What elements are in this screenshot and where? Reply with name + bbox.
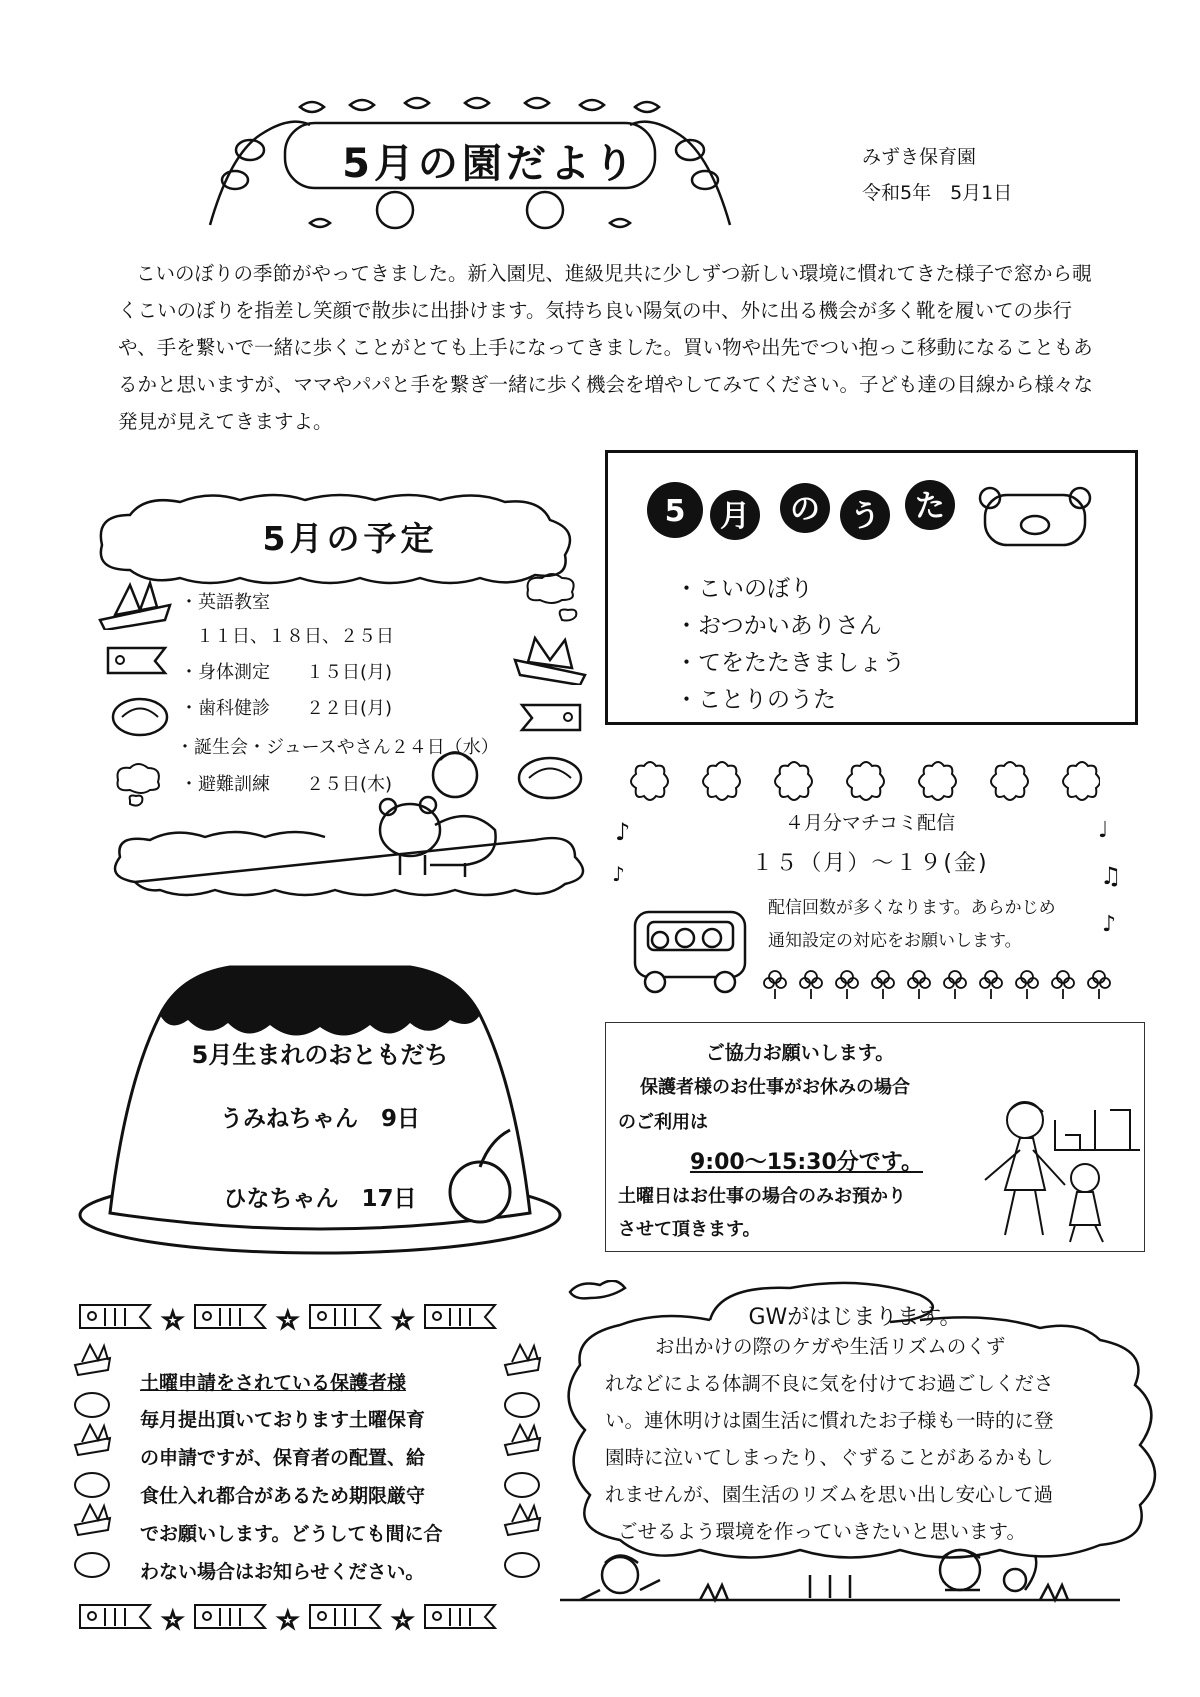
cooperation-line: 保護者様のお仕事がお休みの場合 [640,1077,910,1098]
song-item: ・てをたたきましょう [675,650,905,676]
gw-line: い。連休明けは園生活に慣れたお子様も一時的に登 [605,1409,1054,1432]
song-item: ・ことりのうた [675,687,836,713]
svg-text:☆: ☆ [162,1606,184,1634]
issue-date: 令和5年 5月1日 [862,182,1013,204]
saturday-notice-line: でお願いします。どうしても間に合 [140,1523,443,1545]
songs-title-char-月: 月 [720,499,750,534]
machikomi-note-line: 配信回数が多くなります。あらかじめ [768,898,1056,918]
saturday-notice-line: 食仕入れ都合があるため期限厳守 [140,1485,426,1507]
small-flower-row-decoration [760,965,1120,1000]
saturday-notice-line: 毎月提出頂いております土曜保育 [140,1409,426,1431]
saturday-notice-line: の申請ですが、保育者の配置、給 [140,1447,426,1469]
svg-text:☆: ☆ [277,1606,299,1634]
small-cloud-icon [110,758,165,813]
nursery-name: みずき保育園 [862,146,977,168]
kabuto-helmet-icon [510,630,590,685]
bus-illustration [630,902,750,997]
svg-text:☆: ☆ [392,1306,414,1334]
schedule-item: １１日、１８日、２５日 [196,626,394,647]
kabuto-helmet-icon [95,575,175,630]
machikomi-label: ４月分マチコミ配信 [784,812,956,834]
cooperation-line: 土曜日はお仕事の場合のみお預かり [618,1186,906,1207]
machikomi-note-line: 通知設定の対応をお願いします。 [768,931,1022,951]
songs-title-char-た: た [915,489,945,524]
svg-text:☆: ☆ [392,1606,414,1634]
gw-title: GWがはじまります。 [748,1305,962,1330]
birthday-child: ひなちゃん 17日 [223,1186,417,1212]
gw-line: お出かけの際のケガや生活リズムのくず [655,1335,1006,1358]
flower-row-decoration [620,758,1100,806]
cooperation-title: ご協力お願いします。 [705,1042,895,1064]
schedule-item: ・英語教室 [180,592,270,613]
small-cloud-icon [520,570,590,625]
songs-title-char-の: の [790,492,820,527]
music-note-icon: ♩ [1098,818,1109,843]
music-note-icon: ♪ [1102,912,1117,937]
birthday-child: うみねちゃん 9日 [219,1106,420,1132]
schedule-item: ・身体測定 １５日(月) [180,662,393,683]
machikomi-dates: １５（月）～１９(金) [751,851,989,876]
gw-line: ごせるよう環境を作っていきたいと思います。 [618,1520,1026,1543]
kashiwamochi-icon [110,695,170,740]
songs-title-art [635,470,1105,550]
schedule-item: ・避難訓練 ２５日(木) [180,774,393,795]
newsletter-title: 5月の園だより [342,141,638,187]
kashiwamochi-icon [515,753,585,803]
gw-line: れなどによる体調不良に気を付けてお過ごしくださ [605,1372,1054,1395]
saturday-notice-title: 土曜申請をされている保護者様 [140,1372,407,1394]
song-item: ・こいのぼり [675,576,813,602]
music-note-icon: ♪ [612,862,625,886]
koinobori-icon [105,643,175,678]
schedule-bottom-cloud [105,822,595,902]
schedule-item: ・誕生会・ジュースやさん２４日（水） [176,737,499,758]
music-note-icon: ♪ [615,818,631,846]
birthday-title: 5月生まれのおともだち [191,1041,449,1069]
songs-title-char-5: 5 [664,494,686,529]
intro-paragraph: こいのぼりの季節がやってきました。新入園児、進級児共に少しずつ新しい環境に慣れてきた様子で窓から覗くこいのぼりを指差し笑顔で散歩に出掛けます。気持ち良い陽気の中、外に出る機会が多く靴を履いての歩行や、手を繋いで一緒に歩くことがとても上手になってきました。買い物や出先でつい抱っこ移動になることもあるかと思いますが、ママやパパと手を繋ぎ一緒に歩く機会を増やしてみてください。子ども達の目線から様々な発見が見えてきますよ。 [118,262,1094,433]
cooperation-line: させて頂きます。 [618,1219,761,1240]
schedule-item: ・歯科健診 ２２日(月) [180,698,393,719]
parent-child-walking-illustration [965,1090,1140,1245]
saturday-notice-line: わない場合はお知らせください。 [140,1561,425,1583]
svg-text:☆: ☆ [277,1306,299,1334]
schedule-title: 5月の予定 [262,519,438,558]
service-hours: 9:00～15:30分です。 [690,1150,923,1175]
music-note-icon: ♫ [1100,862,1122,890]
cooperation-line: のご利用は [618,1112,708,1133]
songs-title-char-う: う [850,499,880,534]
gw-line: れませんが、園生活のリズムを思い出し安心して過 [605,1483,1054,1506]
koinobori-icon [510,700,585,735]
gw-line: 園時に泣いてしまったり、ぐずることがあるかもし [605,1446,1054,1469]
svg-text:☆: ☆ [162,1306,184,1334]
song-item: ・おつかいありさん [675,613,882,639]
